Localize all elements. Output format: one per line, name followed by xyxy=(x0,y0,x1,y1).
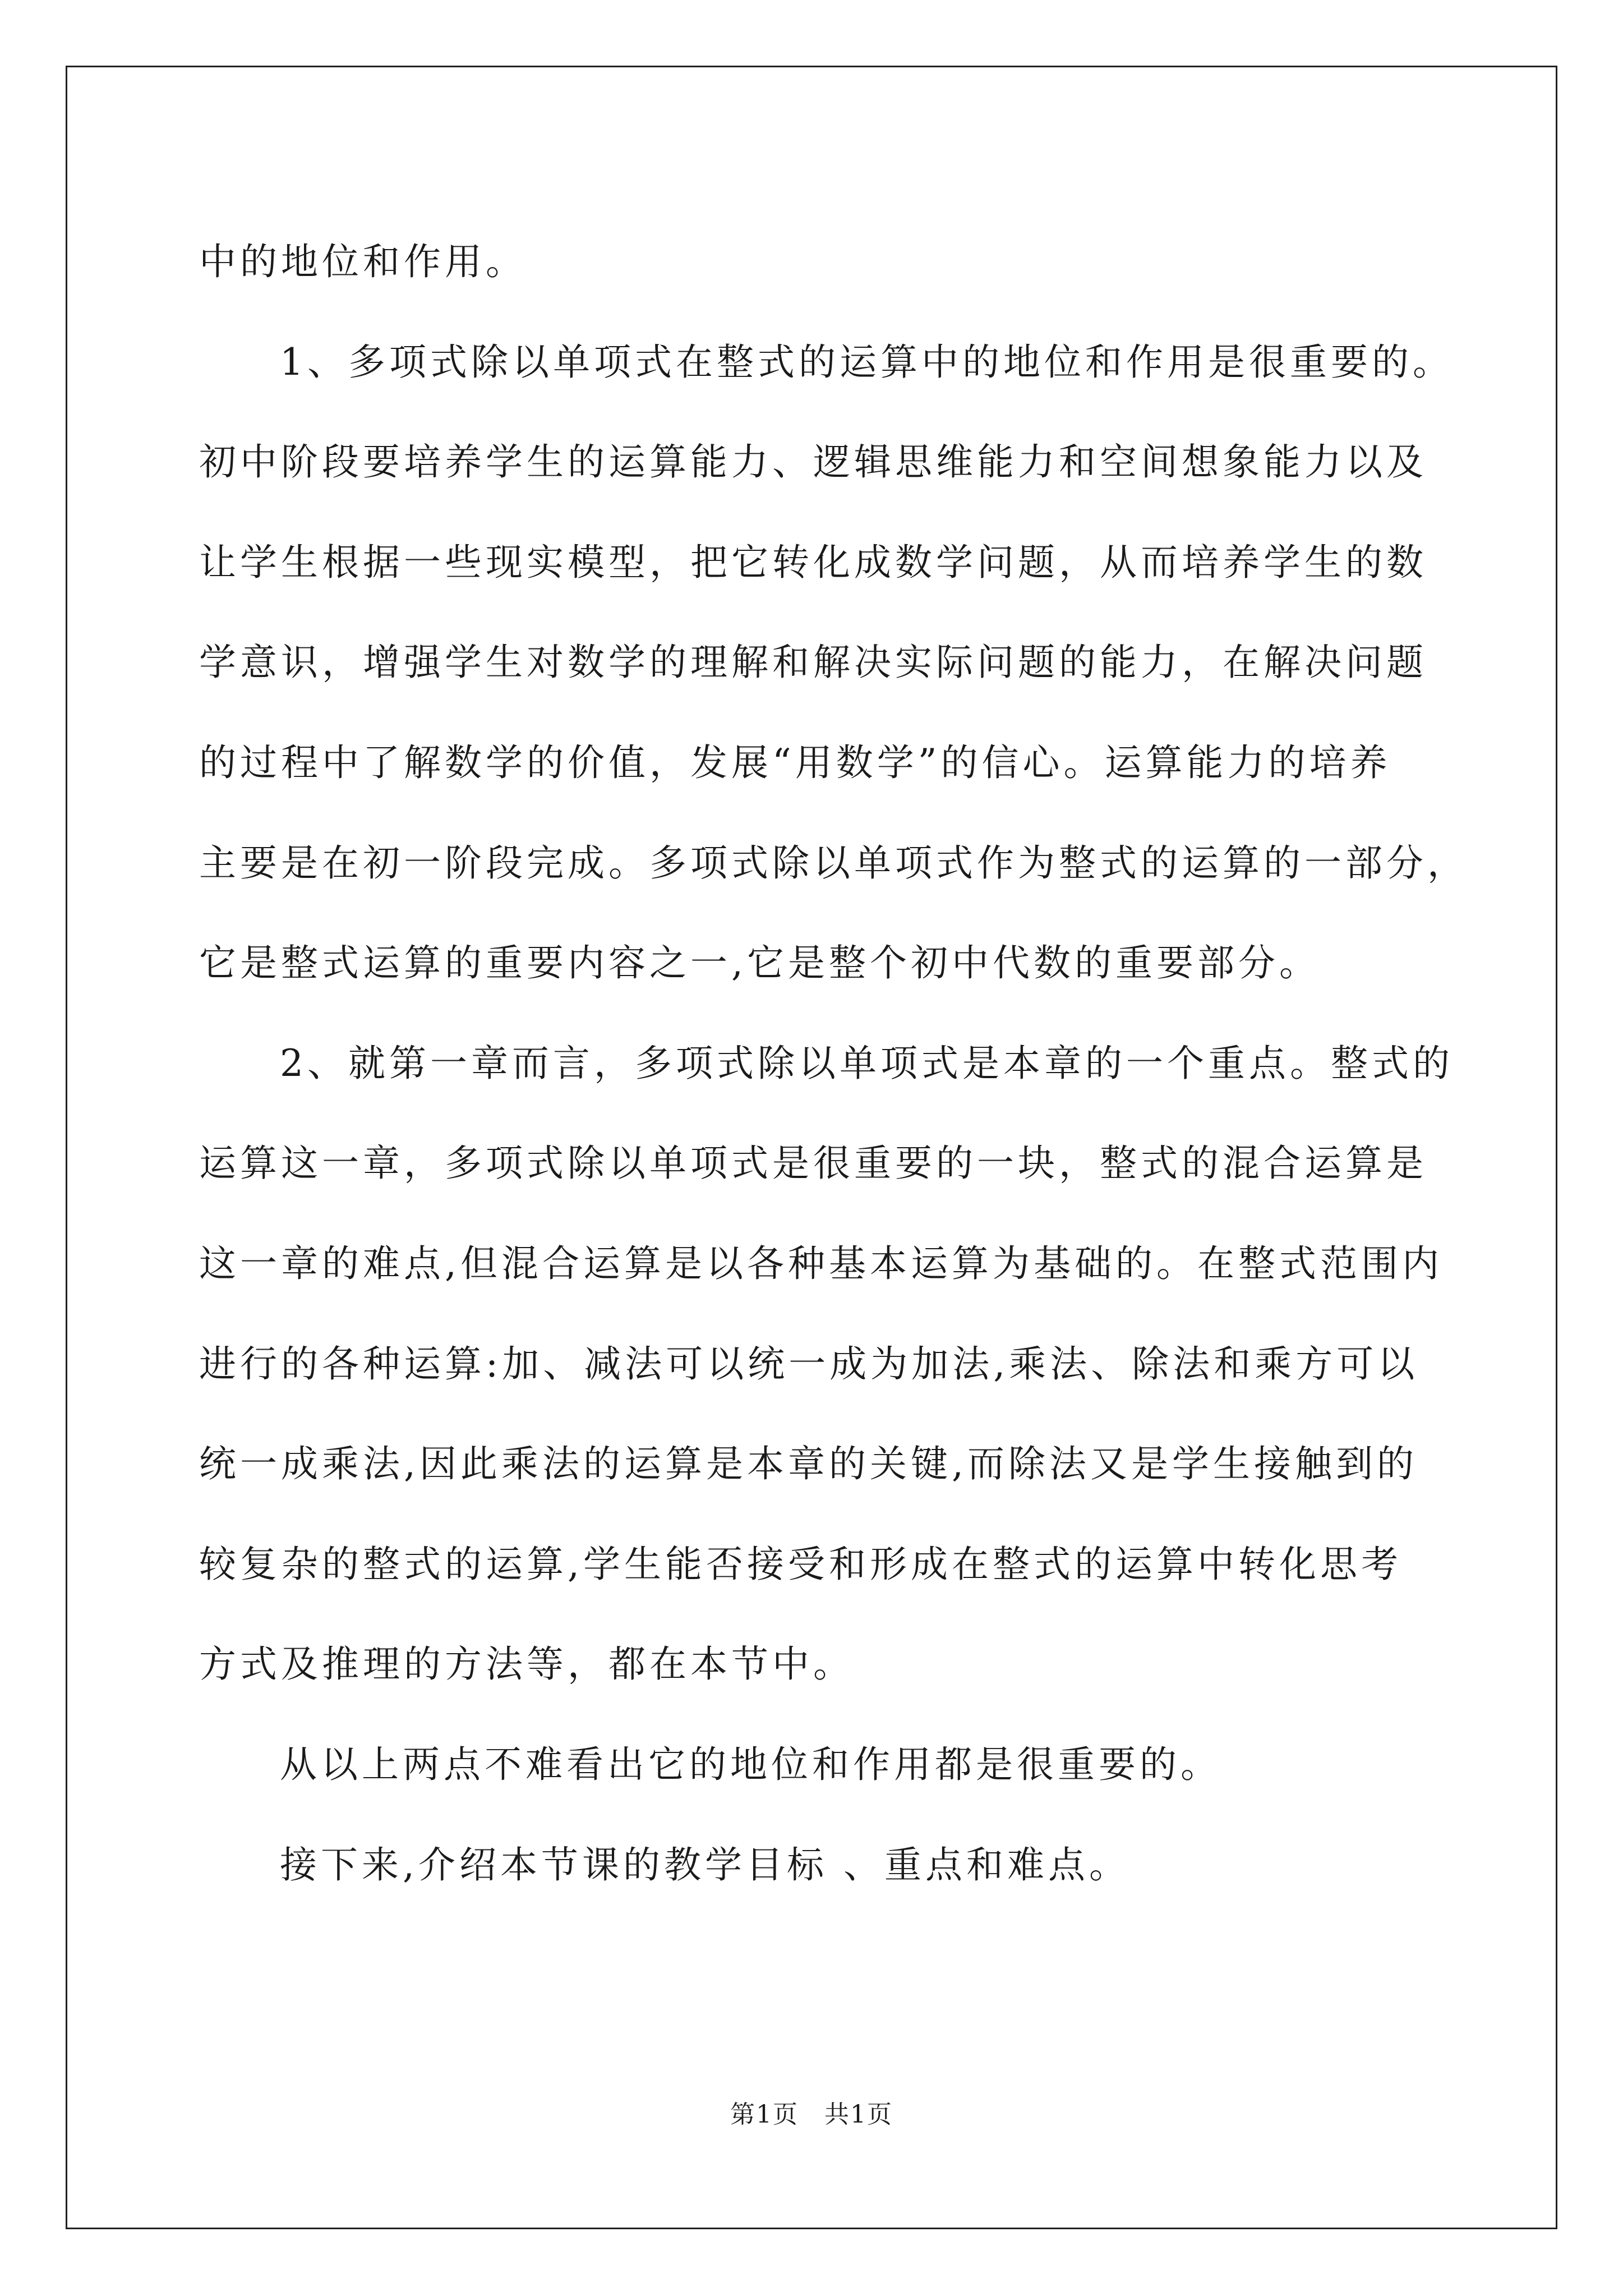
text-line: 运算这一章，多项式除以单项式是很重要的一块，整式的混合运算是 xyxy=(199,1142,1427,1185)
text-line: 接下来,介绍本节课的教学目标 、重点和难点。 xyxy=(280,1843,1130,1887)
text-line: 让学生根据一些现实模型，把它转化成数学问题，从而培养学生的数 xyxy=(199,540,1427,584)
text-line: 主要是在初一阶段完成。多项式除以单项式作为整式的运算的一部分， xyxy=(199,841,1468,885)
text-line: 的过程中了解数学的价值，发展“用数学”的信心。运算能力的培养 xyxy=(199,740,1391,784)
text-line: 中的地位和作用。 xyxy=(199,240,527,283)
text-line: 从以上两点不难看出它的地位和作用都是很重要的。 xyxy=(280,1742,1221,1786)
text-line: 这一章的难点,但混合运算是以各种基本运算为基础的。在整式范围内 xyxy=(199,1241,1443,1285)
text-line: 方式及推理的方法等，都在本节中。 xyxy=(199,1642,854,1686)
text-line: 统一成乘法,因此乘法的运算是本章的关键,而除法又是学生接触到的 xyxy=(199,1442,1418,1486)
text-line: 学意识，增强学生对数学的理解和解决实际问题的能力，在解决问题 xyxy=(199,641,1427,684)
page-number-footer: 第1页 共1页 xyxy=(730,2100,893,2129)
text-line: 较复杂的整式的运算,学生能否接受和形成在整式的运算中转化思考 xyxy=(199,1542,1402,1586)
text-line: 初中阶段要培养学生的运算能力、逻辑思维能力和空间想象能力以及 xyxy=(199,440,1427,484)
text-line: 它是整式运算的重要内容之一,它是整个初中代数的重要部分。 xyxy=(199,941,1320,985)
text-line: 2、就第一章而言，多项式除以单项式是本章的一个重点。整式的 xyxy=(280,1041,1454,1085)
text-line: 1、多项式除以单项式在整式的运算中的地位和作用是很重要的。 xyxy=(280,340,1454,384)
text-line: 进行的各种运算:加、减法可以统一成为加法,乘法、除法和乘方可以 xyxy=(199,1342,1419,1386)
document-body xyxy=(199,212,1468,1915)
